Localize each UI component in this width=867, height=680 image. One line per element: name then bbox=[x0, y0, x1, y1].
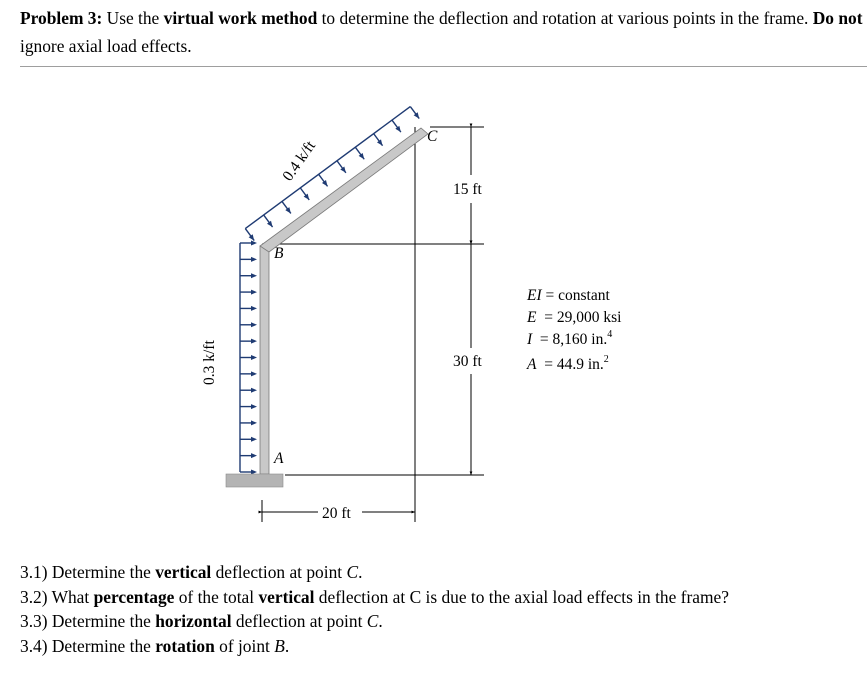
inclined-load-arrows bbox=[245, 107, 419, 241]
dim-15ft-label: 15 ft bbox=[453, 181, 482, 198]
inclined-load-label: 0.4 k/ft bbox=[279, 137, 319, 185]
point-a-label: A bbox=[274, 450, 284, 467]
problem-ignore: ignore axial load effects. bbox=[20, 36, 192, 56]
a-row: A = 44.9 in.$^2$ bbox=[527, 354, 609, 373]
problem-label: Problem 3: bbox=[20, 8, 103, 28]
frame-members bbox=[260, 128, 428, 474]
fixed-support bbox=[226, 474, 283, 487]
problem-purpose: to determine the deflection and rotation at various points in the frame. bbox=[317, 8, 813, 28]
question-3-2: 3.2) What percentage of the total vertical deflection at C is due to the axial load effects in the frame? bbox=[20, 586, 729, 607]
question-list bbox=[20, 560, 865, 658]
inclined-member-bc bbox=[260, 128, 428, 252]
i-row: I = 8,160 in.$^4$ bbox=[527, 329, 613, 348]
column-ab bbox=[260, 246, 269, 474]
do-not-emphasis: Do not bbox=[812, 8, 863, 28]
question-3-1: 3.1) Determine the vertical deflection at point C. bbox=[20, 562, 363, 582]
section-properties bbox=[526, 287, 622, 373]
method-name: virtual work method bbox=[163, 8, 318, 28]
extension-lines bbox=[262, 127, 484, 522]
question-3-4: 3.4) Determine the rotation of joint B. bbox=[20, 635, 290, 656]
dim-20ft-label: 20 ft bbox=[322, 505, 351, 522]
point-c-label: C bbox=[427, 128, 438, 145]
vertical-load-label: 0.3 k/ft bbox=[201, 340, 218, 385]
dimension-lines bbox=[262, 127, 471, 512]
dim-30ft-label: 30 ft bbox=[453, 353, 482, 370]
question-3-3: 3.3) Determine the horizontal deflection at point C. bbox=[20, 611, 383, 631]
e-row: E = 29,000 ksi bbox=[527, 309, 622, 326]
point-b-label: B bbox=[274, 245, 284, 262]
vertical-load-arrows bbox=[240, 241, 257, 475]
problem-intro: Use the bbox=[102, 8, 164, 28]
ei-row: EI = constant bbox=[527, 287, 610, 304]
